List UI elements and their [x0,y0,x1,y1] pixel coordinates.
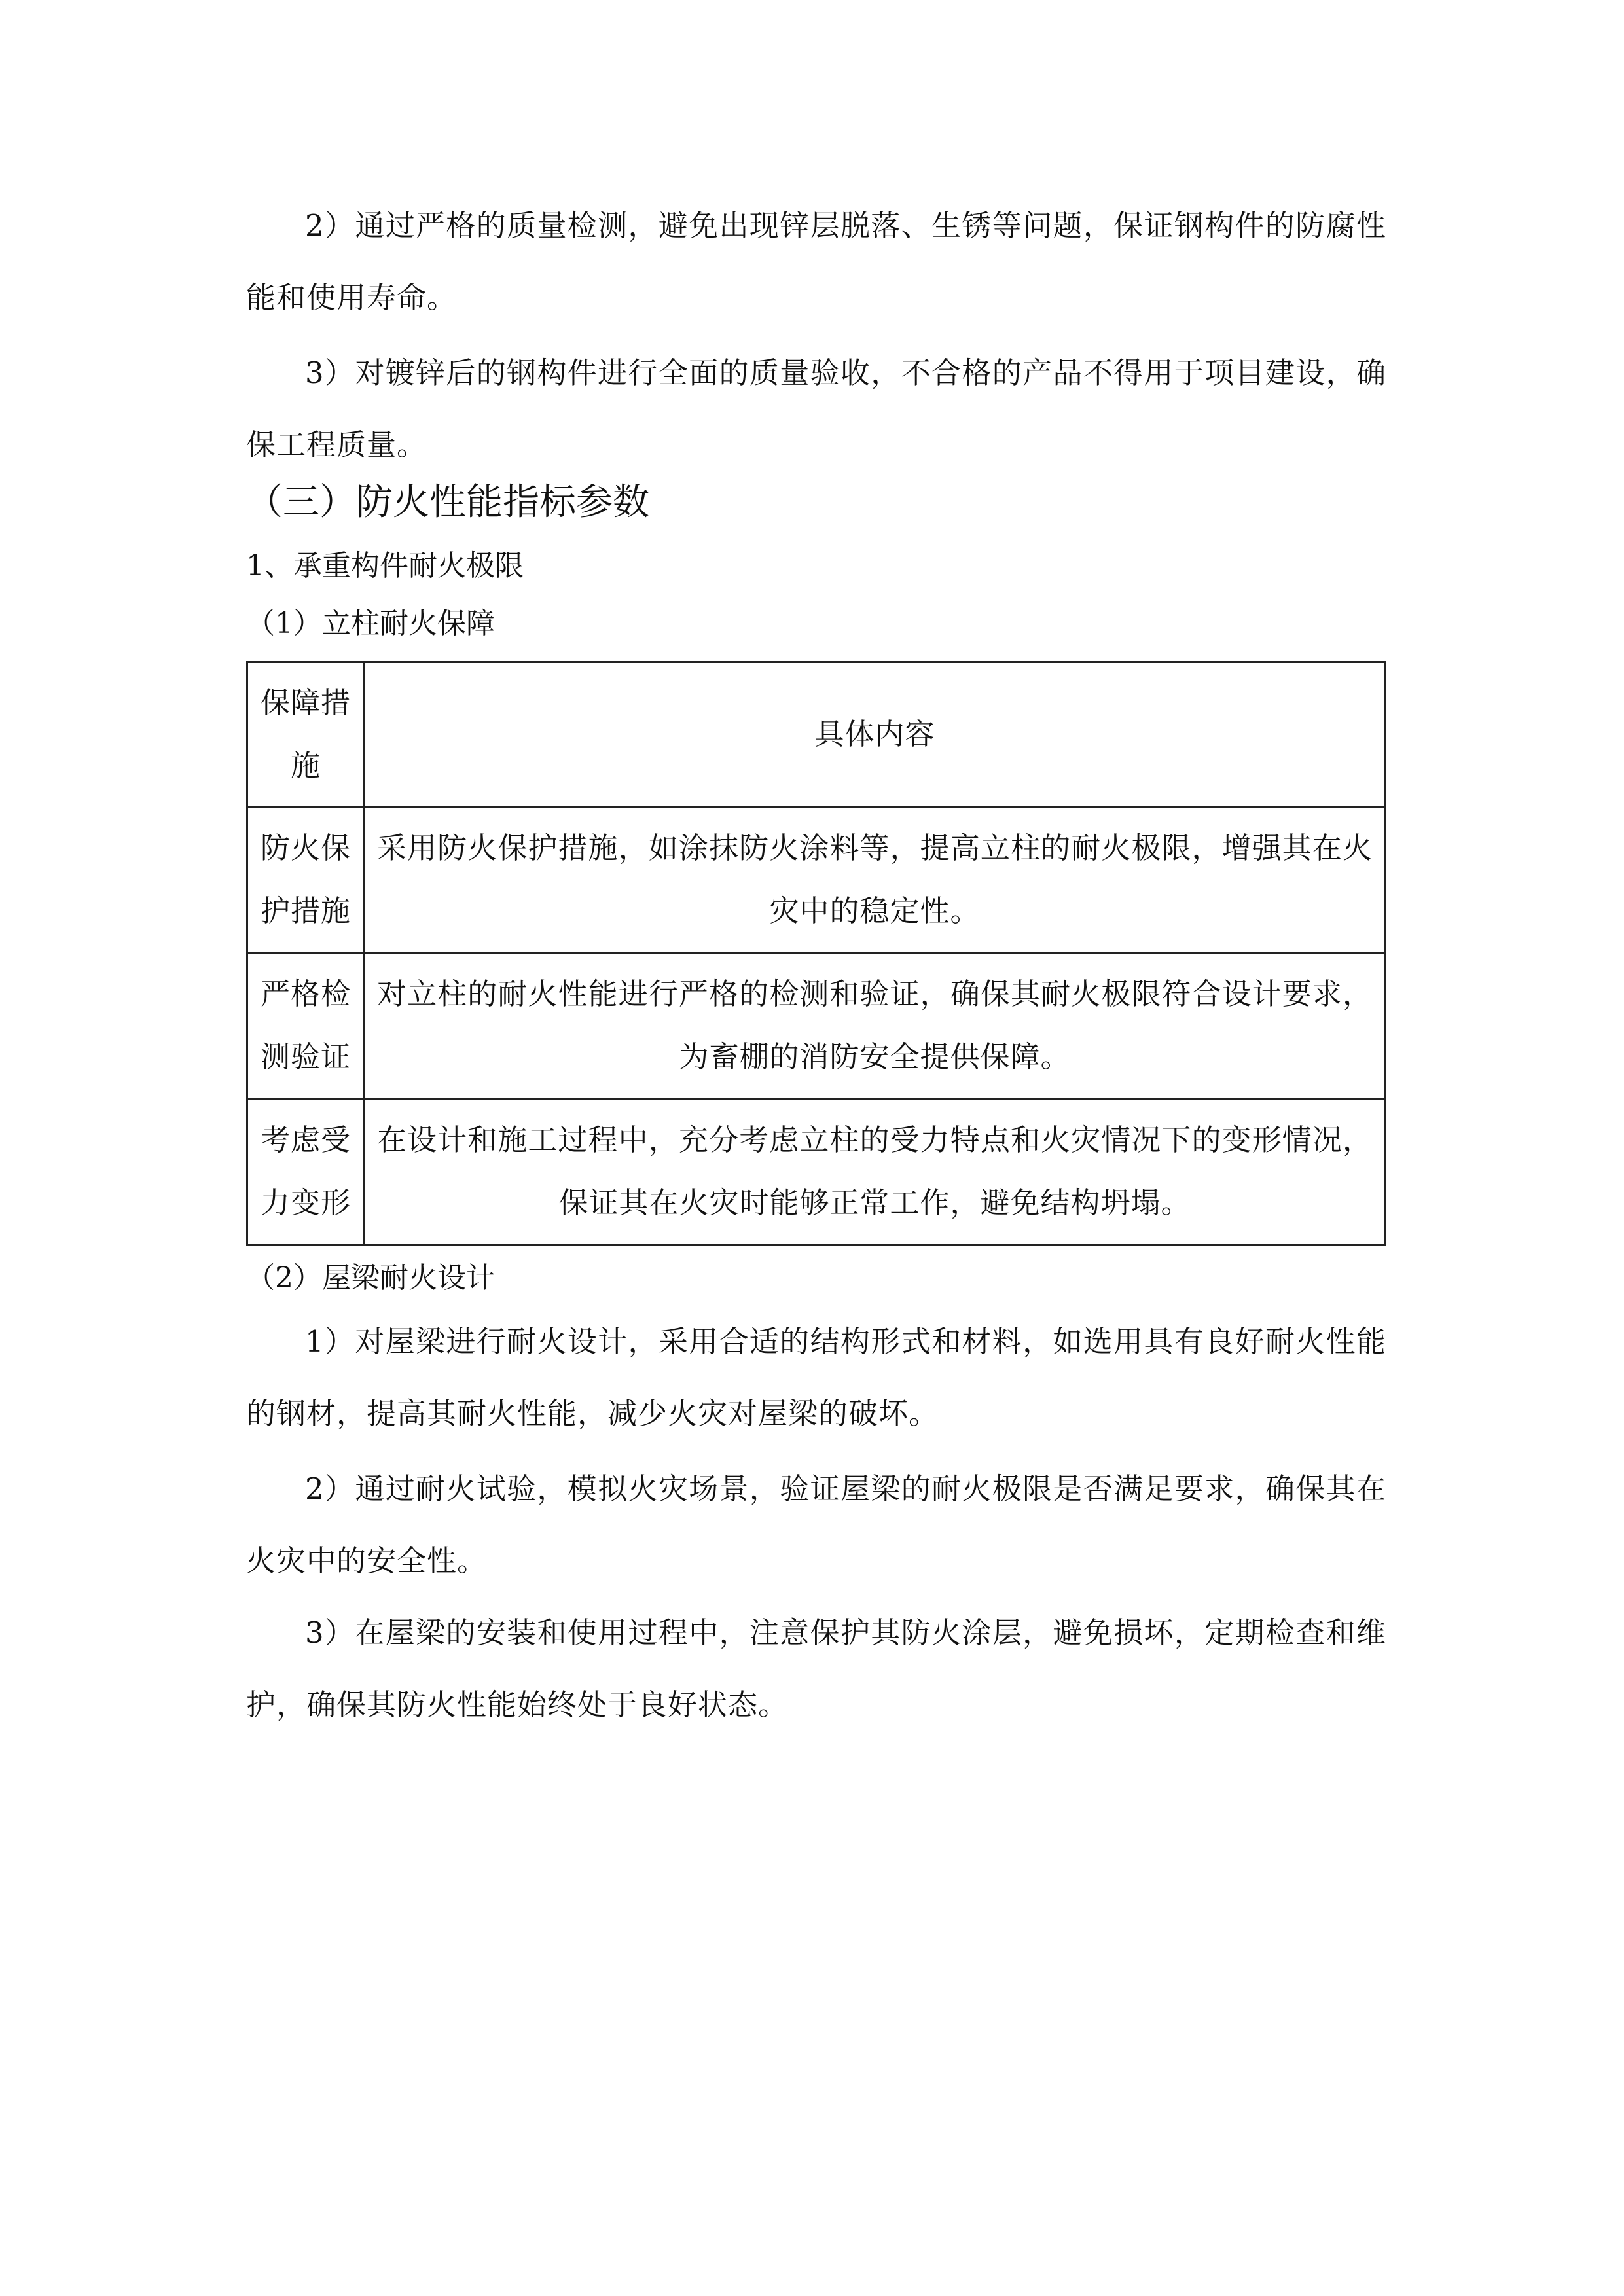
subheading-fire-resistance: 1、承重构件耐火极限 [246,549,524,583]
table-cell-content: 在设计和施工过程中，充分考虑立柱的受力特点和火灾情况下的变形情况，保证其在火灾时能够正常工作，避免结构坍塌。 [365,1099,1386,1245]
table-cell-measure: 严格检测验证 [247,953,365,1099]
table-cell-measure: 防火保护措施 [247,807,365,953]
table-cell-content: 对立柱的耐火性能进行严格的检测和验证，确保其耐火极限符合设计要求，为畜棚的消防安全提供保障。 [365,953,1386,1099]
table-cell-content: 采用防火保护措施，如涂抹防火涂料等，提高立柱的耐火极限，增强其在火灾中的稳定性。 [365,807,1386,953]
subheading-beam-design: （2）屋梁耐火设计 [246,1261,495,1295]
paragraph-quality-inspection: 2）通过严格的质量检测，避免出现锌层脱落、生锈等问题，保证钢构件的防腐性能和使用寿命。 [246,208,1386,315]
table-row [247,1099,1386,1245]
table-row [247,807,1386,953]
table-cell-measure: 考虑受力变形 [247,1099,365,1245]
paragraph-beam-design: 1）对屋梁进行耐火设计，采用合适的结构形式和材料，如选用具有良好耐火性能的钢材，提高其耐火性能，减少火灾对屋梁的破坏。 [246,1324,1386,1431]
table-header-cell: 具体内容 [365,662,1386,807]
table-header-row [247,662,1386,807]
paragraph-maintenance: 3）在屋梁的安装和使用过程中，注意保护其防火涂层，避免损坏，定期检查和维护，确保其防火性能始终处于良好状态。 [246,1615,1386,1722]
paragraph-fire-test: 2）通过耐火试验，模拟火灾场景，验证屋梁的耐火极限是否满足要求，确保其在火灾中的安全性。 [246,1471,1386,1578]
table-row [247,953,1386,1099]
section-heading: （三）防火性能指标参数 [246,481,649,524]
table-header-cell: 保障措施 [247,662,365,807]
paragraph-quality-acceptance: 3）对镀锌后的钢构件进行全面的质量验收，不合格的产品不得用于项目建设，确保工程质量。 [246,355,1386,462]
measures-table [246,661,1386,1246]
subheading-column-protection: （1）立柱耐火保障 [246,607,495,640]
